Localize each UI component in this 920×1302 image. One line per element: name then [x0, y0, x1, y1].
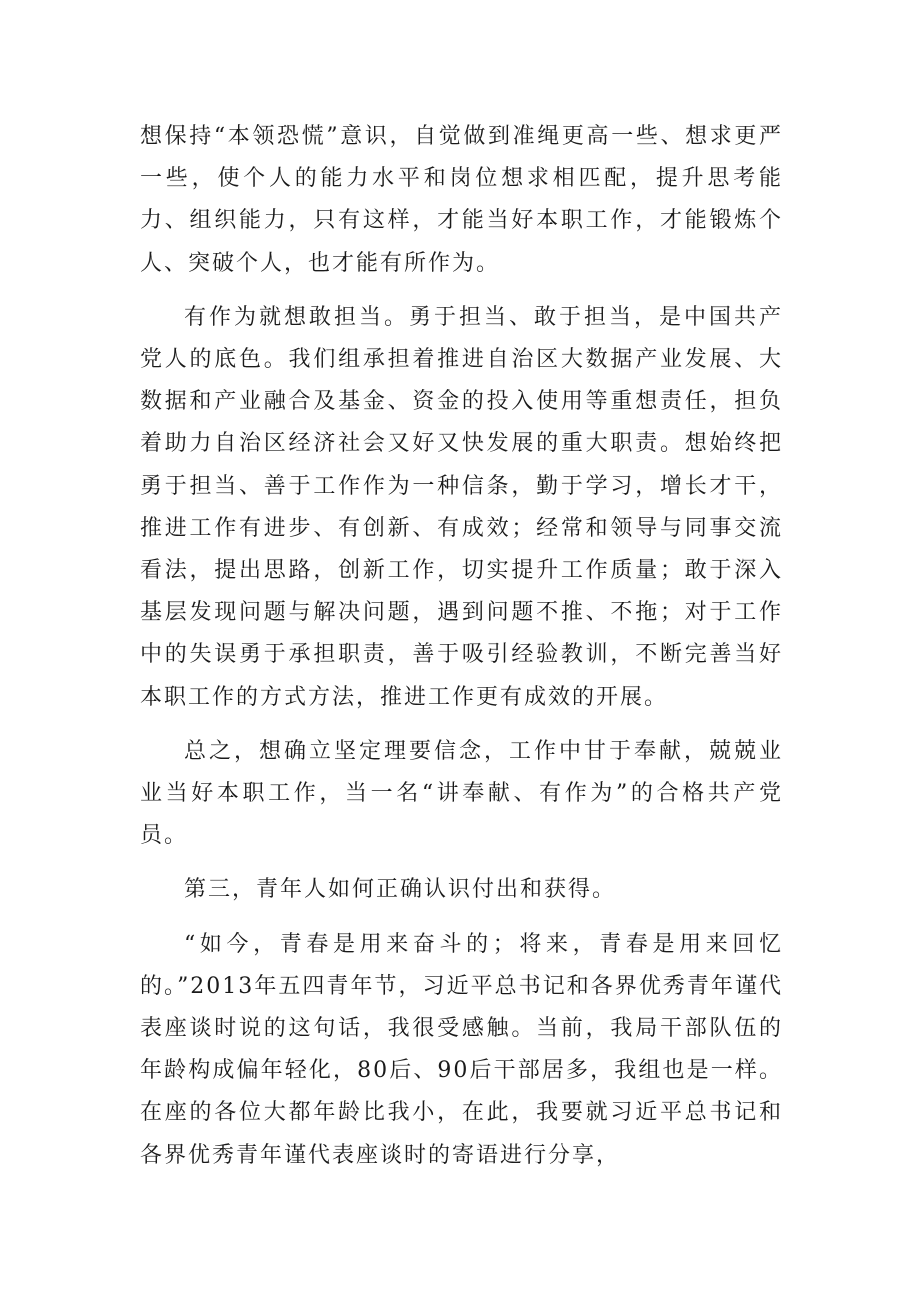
paragraph-summary: 总之，想确立坚定理要信念，工作中甘于奉献，兢兢业业当好本职工作，当一名“讲奉献、有作为”的合格共产党员。 [140, 738, 783, 849]
paragraph-take-responsibility: 有作为就想敢担当。勇于担当、敢于担当，是中国共产党人的底色。我们组承担着推进自治区大数据产业发展、大数据和产业融合及基金、资金的投入使用等重想责任，担负着助力自治区经济社会又好又快发展的重大职责。想始终把勇于担当、善于工作作为一种信条，勤于学习，增长才干，推进工作有进步、有创新、有成效；经常和领导与同事交流看法，提出思路，创新工作，切实提升工作质量；敢于深入基层发现问题与解决问题，遇到问题不推、不拖；对于工作中的失误勇于承担职责，善于吸引经验教训，不断完善当好本职工作的方式方法，推进工作更有成效的开展。 [140, 304, 783, 710]
paragraph-continuation: 想保持“本领恐慌”意识，自觉做到准绳更高一些、想求更严一些，使个人的能力水平和岗位想求相匹配，提升思考能力、组织能力，只有这样，才能当好本职工作，才能锻炼个人、突破个人，也才能有所作为。 [140, 124, 783, 276]
document-body [140, 116, 783, 1177]
section-heading-third: 第三，青年人如何正确认识付出和获得。 [184, 877, 617, 903]
paragraph-youth-quote: “如今，青春是用来奋斗的；将来，青春是用来回忆的。”2013年五四青年节，习近平总书记和各界优秀青年谨代表座谈时说的这句话，我很受感触。当前，我局干部队伍的年龄构成偏年轻化，80后、90后干部居多，我组也是一样。在座的各位大都年龄比我小，在此，我要就习近平总书记和各界优秀青年谨代表座谈时的寄语进行分享， [140, 931, 783, 1168]
